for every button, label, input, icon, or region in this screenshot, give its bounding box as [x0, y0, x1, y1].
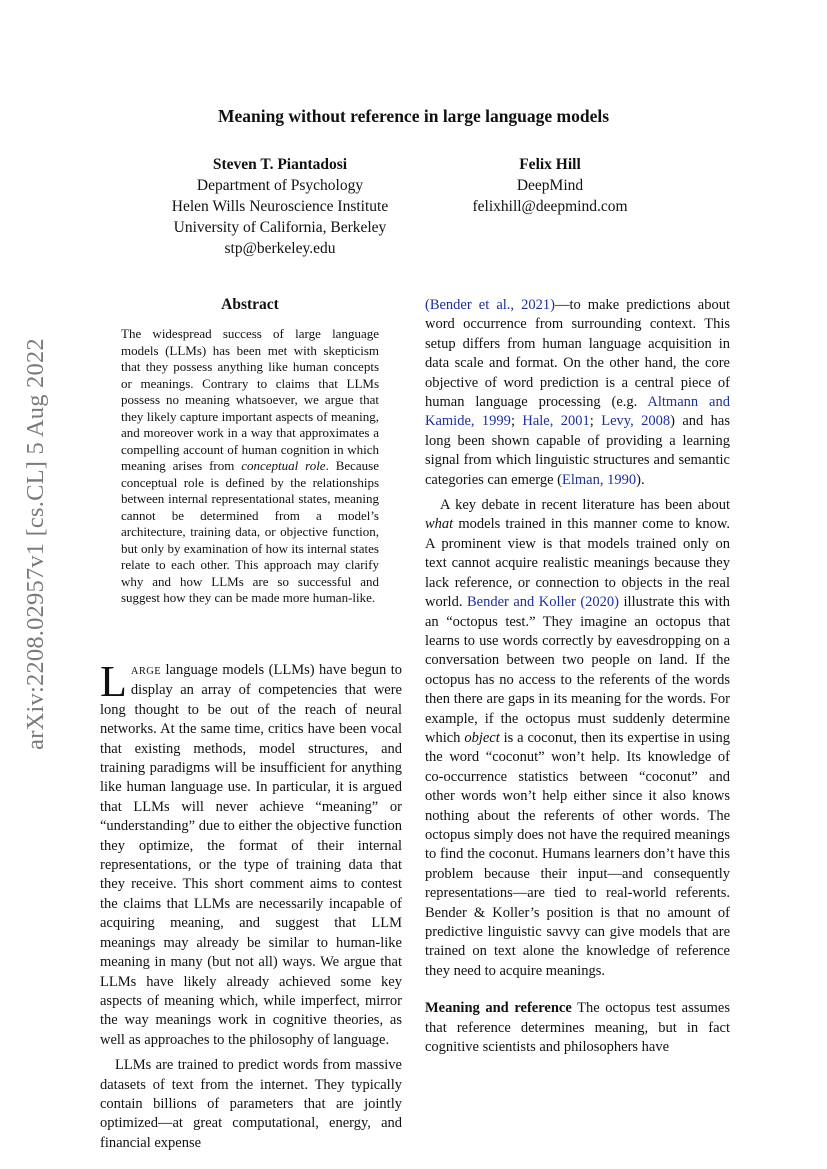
paragraph-text: A key debate in recent literature has been about [440, 497, 730, 514]
abstract-body [121, 326, 379, 607]
author-affiliation: DeepMind [516, 177, 584, 194]
intro-paragraph-continued [425, 296, 730, 490]
arxiv-id-text: arXiv:2208.02957v1 [cs.CL] 5 Aug 2022 [22, 338, 49, 750]
paragraph-text: is a coconut, then its expertise in using the word “coconut” won’t help. Its knowledge of co-occurrence statistics between “coconut” and other words won’t help either since it also knows nothing about the referents of other words. The octopus simply does not have the required meanings to find the coconut. Humans learners don’t have this problem because their input—and consequently representations—are tied to real-world referents. Bender & Koller’s position is that no amount of predictive linguistic savvy can give models that are trained on text alone the knowledge of reference they need to acquire meanings. [425, 729, 730, 979]
paragraph-text: ). [636, 471, 645, 488]
paragraph-text: language models (LLMs) have begun to display an array of competencies that were long thought to be out of the reach of neural networks. At the same time, critics have been vocal that existing methods, model structures, and training paradigms will be insufficient for anything like human language use. In particular, it is argued that LLMs will never achieve “meaning” or “understanding” due to either the objective function they optimize, the format of their internal representations, or the type of training data that they receive. This short comment aims to contest the claims that LLMs are necessarily incapable of acquiring meaning, and suggest that LLM meanings may already be similar to human-like meaning in many (but not all) ways. We argue that LLMs have likely already achieved some key aspects of meaning which, while imperfect, mirror the way meanings work in cognitive theories, as well as approaches to the philosophy of language. [100, 662, 402, 1048]
intro-paragraph [100, 1056, 402, 1153]
citation-link[interactable]: Hale, 2001 [522, 413, 590, 430]
emphasis: object [464, 729, 500, 746]
author-block-2 [440, 154, 660, 217]
author-affiliation: Helen Wills Neuroscience Institute [171, 198, 389, 215]
paragraph-text: The octopus test assumes that reference determines meaning, but in fact cognitive scientists and philosophers have [425, 1000, 730, 1056]
abstract-text: The widespread success of large language models (LLMs) has been met with skepticism that they possess anything like human concepts or meanings. Contrary to claims that LLMs possess no meaning whatsoever, we argue that they likely capture important aspects of meaning, and moreover work in a way that approximates a compelling account of human cognition in which meaning arises from [121, 326, 379, 473]
citation-link[interactable]: Levy, 2008 [601, 413, 671, 430]
citation-link[interactable]: (Bender et al., 2021) [425, 297, 555, 313]
citation-link[interactable]: Elman, 1990 [562, 471, 637, 488]
abstract-text: . Because conceptual role is defined by the relationships between internal representational states, meaning cannot be determined from a model’s architecture, training data, or objective function, but only by examination of how its internal states relate to each other. This approach may clarify why and how LLMs are so successful and suggest how they can be made more human-like. [121, 458, 379, 605]
intro-paragraph [100, 657, 402, 1050]
emphasis: what [425, 516, 454, 533]
abstract-emphasis: conceptual role [241, 458, 326, 473]
arxiv-identifier [16, 338, 56, 750]
separator: ; [589, 413, 602, 430]
author-name: Felix Hill [519, 156, 581, 173]
author-email: felixhill@deepmind.com [472, 198, 628, 215]
left-column [100, 657, 402, 1153]
right-column [425, 296, 730, 1057]
author-block-1 [130, 154, 430, 259]
paper-title: Meaning without reference in large language models [217, 106, 610, 126]
paragraph-text: ) and has long been shown capable of providing a learning signal from which linguistic structures and semantic categories can emerge ( [425, 413, 731, 488]
citation-link[interactable]: Altmann and Kamide, 1999 [425, 394, 730, 430]
abstract-paragraph [121, 326, 379, 607]
author-email: stp@berkeley.edu [224, 240, 336, 257]
section-heading: Meaning and reference [425, 1000, 572, 1017]
separator: ; [510, 413, 523, 430]
paragraph-text: LLMs are trained to predict words from massive datasets of text from the internet. They typically contain billions of parameters that are jointly optimized—at great computational, energy, and financial expense [100, 1057, 402, 1151]
drop-cap: L [100, 657, 127, 706]
citation-link[interactable]: Bender and Koller (2020) [466, 594, 619, 611]
paragraph-text: models trained in this manner come to know. A prominent view is that models trained only on text cannot acquire realistic meanings because they lack reference, or connection to objects in the real world. [425, 516, 730, 611]
abstract-heading: Abstract [221, 296, 279, 313]
intro-paragraph [425, 496, 730, 981]
author-affiliation: Department of Psychology [196, 177, 364, 194]
section-paragraph [425, 999, 730, 1057]
author-name: Steven T. Piantadosi [212, 156, 348, 173]
paragraph-text: —to make predictions about word occurrence from surrounding context. This setup differs from human language acquisition in data scale and format. On the other hand, the core objective of word prediction is a central piece of human language processing (e.g. [425, 297, 730, 411]
paragraph-text: illustrate this with an “octopus test.” They imagine an octopus that learns to use words correctly by eavesdropping on a conversation between two people on land. If the octopus has no access to the referents of the words then there are gaps in its meaning for the words. For example, if the octopus must suddenly determine which [425, 594, 730, 746]
author-affiliation: University of California, Berkeley [173, 219, 387, 236]
small-caps-word: ARGE [130, 666, 162, 677]
